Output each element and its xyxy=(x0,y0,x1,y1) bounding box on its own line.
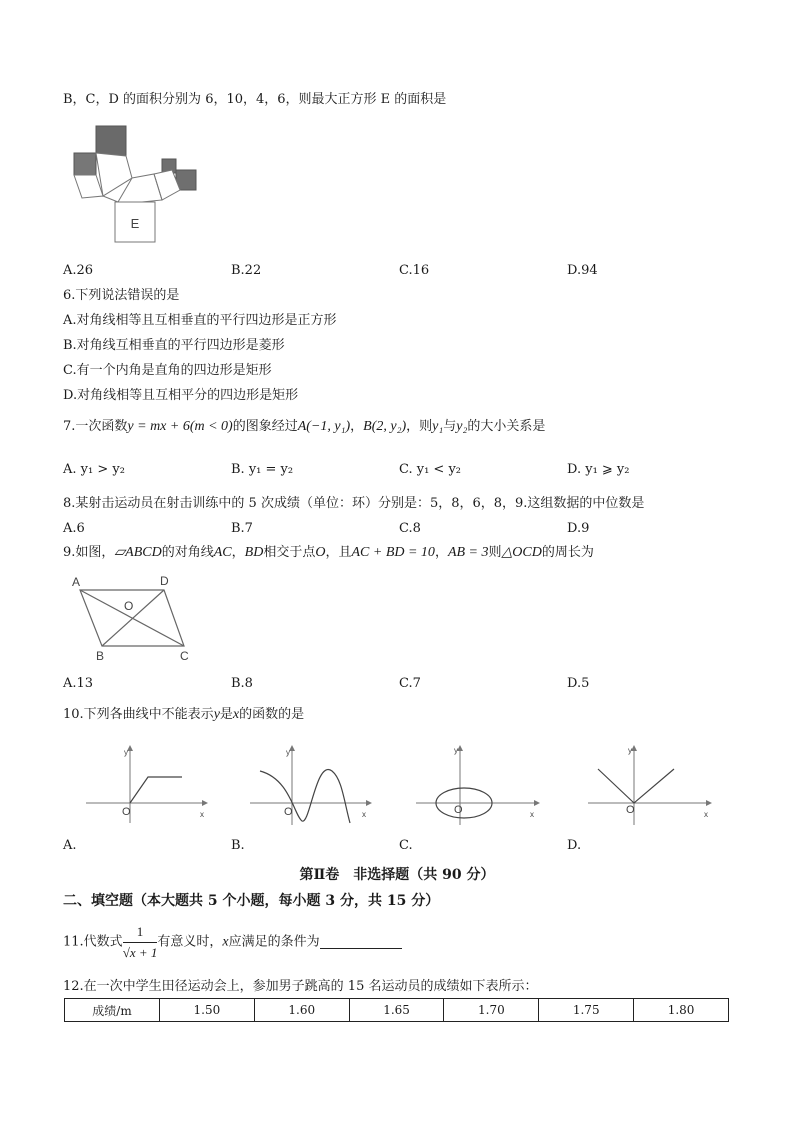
q9-stem xyxy=(63,545,594,561)
q9-comma2: ， xyxy=(434,545,448,560)
table-row xyxy=(65,999,729,1022)
q8-option-a: A.6 xyxy=(63,521,85,536)
q10-b-y-label: y xyxy=(286,748,290,757)
q7-function: y = mx + 6(m < 0) xyxy=(127,419,233,434)
q9-option-d: D.5 xyxy=(567,676,590,691)
q10-y: y xyxy=(213,707,220,722)
q9-cond2: AB = 3 xyxy=(447,545,489,560)
q5-option-d: D.94 xyxy=(567,263,598,278)
q10-option-d: D. xyxy=(567,838,582,853)
q12-table-value: 1.70 xyxy=(444,999,539,1022)
q9-label-b: B xyxy=(96,649,105,663)
q9-triangle: △OCD xyxy=(501,545,542,560)
q9-mid2: 相交于点 xyxy=(263,545,316,560)
q9-prefix: 9.如图， xyxy=(63,545,115,560)
q12-table-value: 1.80 xyxy=(634,999,729,1022)
q9-suffix: 的周长为 xyxy=(541,545,594,560)
q12-score-table xyxy=(64,998,729,1022)
q10-stem xyxy=(63,707,304,723)
q10-c-y-label: y xyxy=(454,746,458,755)
q10-x: x xyxy=(232,707,240,722)
q7-y2: y₂ xyxy=(456,419,468,434)
q9-option-b: B.8 xyxy=(231,676,253,691)
q5-option-c: C.16 xyxy=(399,263,430,278)
q12-table-value: 1.65 xyxy=(349,999,444,1022)
q6-stem: 6.下列说法错误的是 xyxy=(63,288,180,303)
q5-option-a: A.26 xyxy=(63,263,94,278)
q8-option-c: C.8 xyxy=(399,521,421,536)
q10-graph-d xyxy=(588,745,712,825)
q7-comma: ， xyxy=(350,419,364,434)
q10-c-origin: O xyxy=(454,804,463,816)
q7-prefix: 7.一次函数 xyxy=(63,419,128,434)
q11-fraction xyxy=(123,922,158,963)
q10-graph-a xyxy=(86,745,208,825)
q5-stem: B，C，D 的面积分别为 6，10，4，6，则最大正方形 E 的面积是 xyxy=(63,92,447,107)
q9-label-o: O xyxy=(124,599,134,613)
q9-comma1: ， xyxy=(231,545,245,560)
q11-denominator: √x + 1 xyxy=(122,945,158,960)
q10-option-c: C. xyxy=(399,838,413,853)
q7-option-a: A. y₁ > y₂ xyxy=(63,462,125,477)
part2-title: 第Ⅱ卷 非选择题（共 90 分） xyxy=(299,867,495,883)
q7-mid2: ，则 xyxy=(406,419,433,434)
q9-option-a: A.13 xyxy=(63,676,94,691)
q7-point-b: B(2, y₂) xyxy=(363,419,407,434)
q11-suffix: 应满足的条件为 xyxy=(228,934,320,950)
q11-x: x xyxy=(222,934,229,950)
q11-answer-blank[interactable] xyxy=(320,936,402,949)
q12-table-value: 1.50 xyxy=(160,999,255,1022)
q9-mid1: 的对角线 xyxy=(161,545,214,560)
q11-numerator: 1 xyxy=(123,922,158,943)
q10-a-x-label: x xyxy=(200,810,204,819)
q8-option-b: B.7 xyxy=(231,521,253,536)
q10-option-a: A. xyxy=(63,838,77,853)
q10-suffix: 的函数的是 xyxy=(239,707,305,722)
q7-option-b: B. y₁ = y₂ xyxy=(231,462,294,477)
q9-option-c: C.7 xyxy=(399,676,421,691)
q8-option-d: D.9 xyxy=(567,521,590,536)
q12-table-value: 1.60 xyxy=(254,999,349,1022)
q9-label-d: D xyxy=(160,574,169,588)
q6-option-a: A.对角线相等且互相垂直的平行四边形是正方形 xyxy=(63,313,337,328)
q11-prefix: 11.代数式 xyxy=(63,934,123,950)
q7-y1: y₁ xyxy=(432,419,444,434)
q10-graph-b xyxy=(250,745,372,825)
q9-ac: AC xyxy=(213,545,232,560)
q9-bd: BD xyxy=(244,545,264,560)
q7-point-a: A(−1, y₁) xyxy=(297,419,351,434)
section-fill-in-heading: 二、填空题（本大题共 5 个小题，每小题 3 分，共 15 分） xyxy=(63,893,440,909)
q10-prefix: 10.下列各曲线中不能表示 xyxy=(63,707,214,722)
q7-and: 与 xyxy=(443,419,457,434)
q9-mid3: ，且 xyxy=(325,545,352,560)
q10-c-x-label: x xyxy=(530,810,534,819)
q7-option-d: D. y₁ ⩾ y₂ xyxy=(567,462,630,477)
q7-suffix: 的大小关系是 xyxy=(467,419,546,434)
q9-label-a: A xyxy=(72,575,81,589)
q10-d-x-label: x xyxy=(704,810,708,819)
q10-a-origin: O xyxy=(122,806,131,818)
q7-option-c: C. y₁ < y₂ xyxy=(399,462,462,477)
q10-graph-c xyxy=(416,745,540,825)
q10-b-origin: O xyxy=(284,806,293,818)
q5-squares-figure xyxy=(70,124,200,246)
q9-cond1: AC + BD = 10 xyxy=(351,545,435,560)
q6-option-d: D.对角线相等且互相平分的四边形是矩形 xyxy=(63,388,299,403)
q10-b-x-label: x xyxy=(362,810,366,819)
q10-option-b: B. xyxy=(231,838,245,853)
q5-figure-label-e: E xyxy=(130,216,140,231)
q9-label-c: C xyxy=(180,649,189,663)
q12-table-header: 成绩/m xyxy=(65,999,160,1022)
q10-d-origin: O xyxy=(626,804,635,816)
q5-option-b: B.22 xyxy=(231,263,262,278)
q10-a-y-label: y xyxy=(124,748,128,757)
q9-mid4: 则 xyxy=(488,545,502,560)
q12-table-value: 1.75 xyxy=(539,999,634,1022)
q11-stem xyxy=(63,922,402,963)
q7-stem xyxy=(63,419,545,435)
q6-option-c: C.有一个内角是直角的四边形是矩形 xyxy=(63,363,272,378)
q9-o: O xyxy=(315,545,326,560)
q6-option-b: B.对角线互相垂直的平行四边形是菱形 xyxy=(63,338,285,353)
q9-parallelogram: ▱ABCD xyxy=(114,545,162,560)
q10-mid: 是 xyxy=(219,707,233,722)
q9-parallelogram-figure xyxy=(68,572,198,664)
q12-stem: 12.在一次中学生田径运动会上，参加男子跳高的 15 名运动员的成绩如下表所示： xyxy=(63,979,538,994)
q7-mid1: 的图象经过 xyxy=(232,419,298,434)
q11-mid: 有意义时， xyxy=(157,934,223,950)
q10-d-y-label: y xyxy=(628,746,632,755)
q8-stem: 8.某射击运动员在射击训练中的 5 次成绩（单位：环）分别是：5，8，6，8，9.这组数据的中位数是 xyxy=(63,496,645,511)
